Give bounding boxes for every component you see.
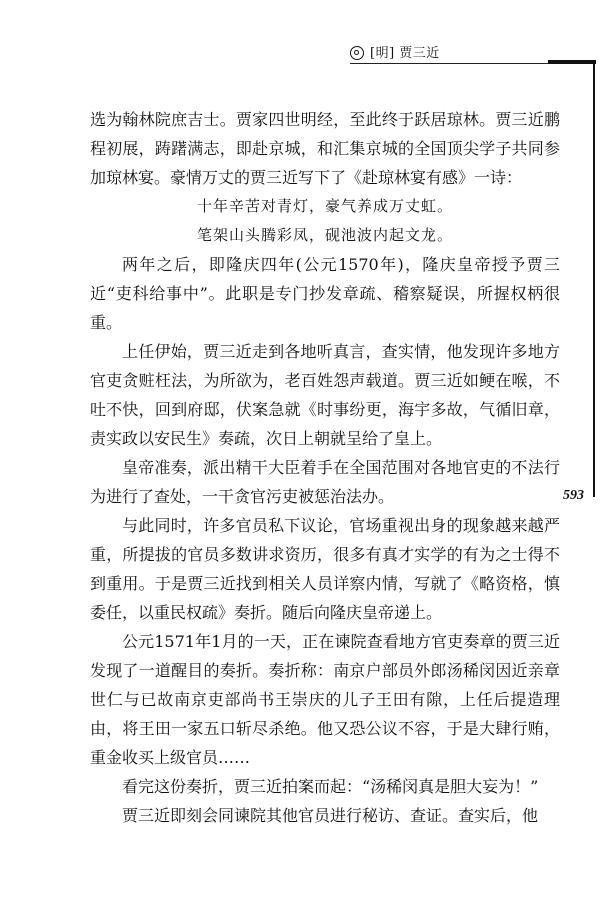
poem-line: 笔架山头腾彩凤，砚池波内起文龙。 bbox=[196, 226, 453, 244]
running-title: [明] 贾三近 bbox=[370, 46, 440, 61]
body-text bbox=[90, 105, 560, 830]
poem-line: 十年辛苦对青灯，豪气养成万丈虹。 bbox=[196, 197, 453, 215]
paragraph: 看完这份奏折，贾三近拍案而起：“汤稀闵真是胆大妄为！” bbox=[122, 777, 539, 796]
circle-ornament-icon bbox=[350, 46, 364, 60]
paragraph: 皇帝准奏，派出精干大臣着手在全国范围对各地官吏的不法行为进行了查处，一干贪官污吏被惩治法办。 bbox=[90, 458, 560, 506]
paragraph: 与此同时，许多官员私下议论，官场重视出身的现象越来越严重，所提拔的官员多数讲求资历，很多有真才实学的有为之士得不到重用。于是贾三近找到相关人员详察内情，写就了《略资格，慎委任，以重民权疏》奏折。随后向隆庆皇帝递上。 bbox=[90, 516, 560, 622]
side-rule bbox=[593, 62, 595, 497]
header-rule-bar bbox=[548, 60, 596, 64]
paragraph: 选为翰林院庶吉士。贾家四世明经，至此终于跃居琼林。贾三近鹏程初展，踌躇满志，即赴京城，和汇集京城的全国顶尖学子共同参加琼林宴。豪情万丈的贾三近写下了《赴琼林宴有感》一诗： bbox=[90, 110, 560, 187]
paragraph: 两年之后，即隆庆四年(公元1570年)，隆庆皇帝授予贾三近“吏科给事中”。此职是专门抄发章疏、稽察疑误，所握权柄很重。 bbox=[90, 255, 560, 332]
paragraph: 公元1571年1月的一天，正在谏院查看地方官吏奏章的贾三近发现了一道醒目的奏折。奏折称：南京户部员外郎汤稀闵因近亲章世仁与已故南京吏部尚书王崇庆的儿子王田有隙，上任后提造理由，将王田一家五口斩尽杀绝。他又恐公议不容，于是大肆行贿，重金收买上级官员…… bbox=[90, 632, 560, 767]
paragraph: 贾三近即刻会同谏院其他官员进行秘访、查证。查实后，他 bbox=[122, 806, 539, 825]
running-header bbox=[350, 42, 605, 62]
page-number: 593 bbox=[563, 488, 584, 503]
paragraph: 上任伊始，贾三近走到各地听真言，查实情，他发现许多地方官吏贪赃枉法，为所欲为，老百姓怨声载道。贾三近如鲠在喉，不吐不快，回到府邸，伏案急就《时事纷更，海宇多故，气循旧章，责实政以安民生》奏疏，次日上朝就呈给了皇上。 bbox=[90, 342, 560, 448]
